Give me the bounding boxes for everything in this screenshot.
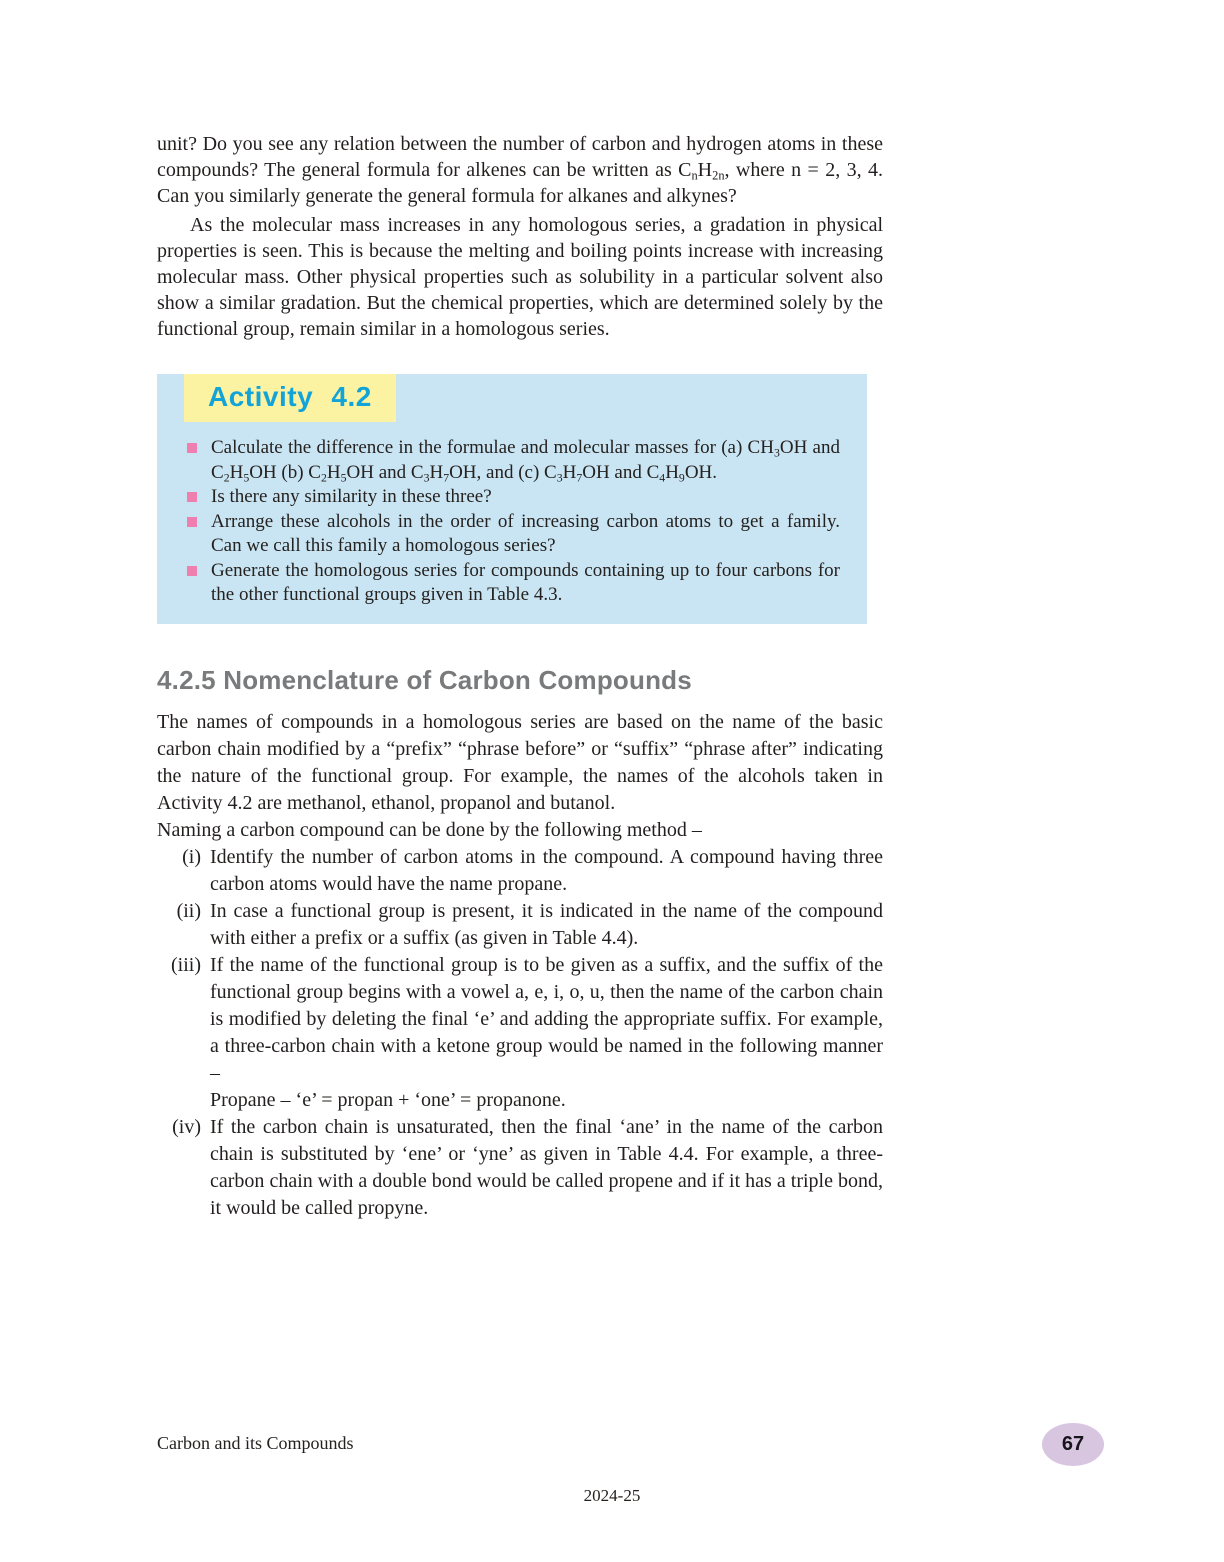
bullet-square-icon	[187, 492, 197, 502]
activity-title-label	[184, 374, 396, 422]
activity-bullet-item	[211, 559, 840, 608]
bullet-square-icon	[187, 517, 197, 527]
list-item-text: Identify the number of carbon atoms in the compound. A compound having three carbon atoms would have the name propane.	[210, 845, 883, 895]
list-item-text: In case a functional group is present, it is indicated in the name of the compound with either a prefix or a suffix (as given in Table 4.4).	[210, 899, 883, 949]
activity-bullet-list	[157, 436, 867, 608]
activity-title: Activity 4.2	[208, 381, 372, 412]
page-number-badge: 67	[1042, 1423, 1104, 1466]
intro-paragraph-1: unit? Do you see any relation between the number of carbon and hydrogen atoms in these compounds? The general formula for alkenes can be written as $C_nH_{2n}$, where n = 2, 3, 4. Can you similarly generate the general formula for alkanes and alkynes?	[157, 133, 883, 207]
activity-bullet-item	[211, 510, 840, 559]
content-column	[157, 131, 883, 1222]
activity-bullet-text: Arrange these alcohols in the order of increasing carbon atoms to get a family. Can we call this family a homologous series?	[211, 510, 840, 556]
activity-bullet-text: Generate the homologous series for compounds containing up to four carbons for the other functional groups given in Table 4.3.	[211, 559, 840, 605]
year-stamp: 2024-25	[583, 1486, 641, 1505]
list-item-text: If the name of the functional group is to be given as a suffix, and the suffix of the functional group begins with a vowel a, e, i, o, u, then the name of the carbon chain is modified by deleting the final ‘e’ and adding the appropriate suffix. For example, a three-carbon chain with a ketone group would be named in the following manner – Propane – ‘e’ = propan + ‘one’ = propanone.	[210, 953, 883, 1111]
activity-bullet-text: Is there any similarity in these three?	[211, 486, 492, 507]
section-paragraph-1: The names of compounds in a homologous series are based on the name of the basic carbon chain modified by a “prefix” “phrase before” or “suffix” “phrase after” indicating the nature of the functional group. For example, the names of the alcohols taken in Activity 4.2 are methanol, ethanol, propanol and butanol.	[157, 710, 883, 814]
list-item-marker: (iii)	[171, 953, 201, 976]
activity-bullet-item	[211, 436, 840, 485]
list-item-marker: (ii)	[176, 899, 201, 922]
method-list-item	[157, 844, 883, 898]
bullet-square-icon	[187, 566, 197, 576]
bullet-square-icon	[187, 443, 197, 453]
list-item-text: If the carbon chain is unsaturated, then the final ‘ane’ in the name of the carbon chain is substituted by ‘ene’ or ‘yne’ as given in Table 4.4. For example, a three-carbon chain with a double bond would be called propene and if it has a triple bond, it would be called propyne.	[210, 1115, 883, 1219]
section-paragraph-2: Naming a carbon compound can be done by the following method –	[157, 818, 702, 841]
activity-box	[157, 374, 867, 624]
method-list-item	[157, 1114, 883, 1222]
method-list-item	[157, 952, 883, 1114]
section-heading: 4.2.5 Nomenclature of Carbon Compounds	[157, 664, 692, 695]
footer-chapter-title: Carbon and its Compounds	[157, 1433, 354, 1453]
list-item-marker: (iv)	[172, 1115, 201, 1138]
list-item-marker: (i)	[182, 845, 201, 868]
method-list-item	[157, 898, 883, 952]
activity-bullet-text: Calculate the difference in the formulae and molecular masses for (a) $CH_3OH$ and $C_2H_5OH$ (b) $C_2H_5OH$ and $C_3H_7OH$, and (c) $C_3H_7OH$ and $C_4H_9OH$.	[211, 437, 840, 484]
activity-bullet-item	[211, 485, 840, 510]
nomenclature-method-list	[157, 844, 883, 1222]
intro-paragraph-2: As the molecular mass increases in any homologous series, a gradation in physical properties is seen. This is because the melting and boiling points increase with increasing molecular mass. Other physical properties such as solubility in a particular solvent also show a similar gradation. But the chemical properties, which are determined solely by the functional group, remain similar in a homologous series.	[157, 214, 883, 340]
